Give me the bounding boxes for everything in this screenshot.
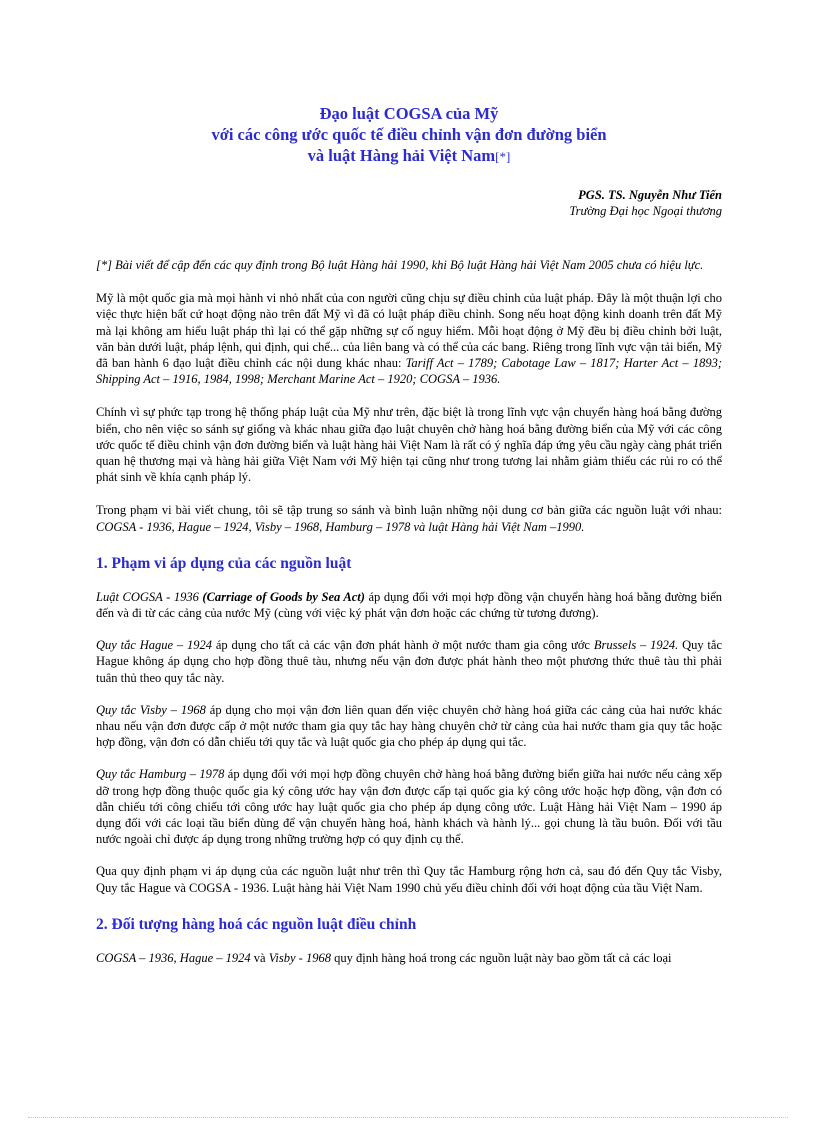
- intro-p1-text: Mỹ là một quốc gia mà mọi hành vi nhỏ nhất của con người cũng chịu sự điều chỉnh của luật pháp. Đây là một thuận lợi cho việc thực hiện bất cứ hoạt động nào trên đất Mỹ vì đã có luật pháp điều chỉnh. Song nếu hoạt động kinh doanh trên đất Mỹ mà lại không am hiểu luật pháp thì lại có thể gặp những sự cố nguy hiểm. Mỗi hoạt động ở Mỹ đều bị điều chỉnh bởi luật, văn bản dưới luật, pháp lệnh, qui định, qui chế... của liên bang và có thể của các bang. Riêng trong lĩnh vực vận tải biển, Mỹ đã ban hành 6 đạo luật điều chỉnh các nội dung khác nhau:: [96, 291, 722, 371]
- author-name: PGS. TS. Nguyễn Như Tiến: [578, 188, 722, 202]
- title-line-3-text: và luật Hàng hải Việt Nam: [307, 146, 496, 165]
- s1-p2-lead: Quy tắc Hague – 1924: [96, 638, 213, 653]
- author-block: [96, 187, 722, 219]
- s2-p1-text: quy định hàng hoá trong các nguồn luật này bao gồm tất cả các loại: [330, 950, 672, 965]
- section-1-paragraph-1: [96, 589, 722, 621]
- intro-paragraph-2: Chính vì sự phức tạp trong hệ thống pháp luật của Mỹ như trên, đặc biệt là trong lĩnh vực vận chuyển hàng hoá bằng đường biển, cho nên việc so sánh sự giống và khác nhau giữa đạo luật chuyên chở hàng hoá bằng đường biển của Mỹ với các công ước quốc tế điều chỉnh vận đơn đường biển và luật hàng hải Việt Nam là rất có ý nghĩa đáp ứng yêu cầu ngày càng phát triển quan hệ thương mại và hàng hải giữa Việt Nam với Mỹ hiện tại cũng như trong tương lai nhằm giảm thiểu các rủi ro có thể phát sinh về khía cạnh pháp lý.: [96, 405, 722, 485]
- section-2-paragraph-1: [96, 950, 722, 966]
- author-affiliation: Trường Đại học Ngoại thương: [569, 204, 722, 218]
- s1-p1-text: áp dụng đối với mọi hợp đồng vận chuyển hàng hoá bằng đường biển đến và đi từ các cảng của nước Mỹ (cùng với việc ký phát vận đơn hoặc các chứng từ tương đương).: [96, 589, 723, 621]
- section-2-heading: 2. Đối tượng hàng hoá các nguồn luật điều chỉnh: [96, 915, 417, 933]
- footnote-note: [*] Bài viết để cập đến các quy định trong Bộ luật Hàng hải 1990, khi Bộ luật Hàng hải Việt Nam 2005 chưa có hiệu lực.: [96, 258, 704, 272]
- s2-p1-and: và: [250, 950, 269, 965]
- s1-p4-lead: Quy tắc Hamburg – 1978: [96, 767, 225, 782]
- intro-paragraph-1: [96, 290, 722, 387]
- s1-p3-lead: Quy tắc Visby – 1968: [96, 702, 206, 717]
- intro-p3-list: COGSA - 1936, Hague – 1924, Visby – 1968, Hamburg – 1978 và luật Hàng hải Việt Nam –1990.: [96, 519, 585, 534]
- s1-p2-ital: Brussels – 1924.: [593, 638, 679, 653]
- section-1-paragraph-3: [96, 702, 722, 751]
- s1-p2-text: áp dụng cho tất cả các vận đơn phát hành ở một nước tham gia công ước: [212, 638, 594, 653]
- section-1-paragraph-5: Qua quy định phạm vi áp dụng của các nguồn luật như trên thì Quy tắc Hamburg rộng hơn cả, sau đó đến Quy tắc Visby, Quy tắc Hague và COGSA - 1936. Luật hàng hải Việt Nam 1990 chủ yếu điều chỉnh đối với hoạt động của tầu Việt Nam.: [96, 864, 722, 895]
- s1-p1-lead: Luật COGSA - 1936: [96, 589, 203, 604]
- page-break-divider: [28, 1117, 788, 1118]
- title-line-1: Đạo luật COGSA của Mỹ: [319, 104, 499, 123]
- footnote-ref-link[interactable]: [*]: [495, 149, 511, 164]
- section-1-paragraph-4: [96, 766, 722, 847]
- section-1-paragraph-2: [96, 637, 722, 686]
- s1-p4-text: áp dụng đối với mọi hợp đồng chuyên chở hàng hoá bằng đường biển giữa hai nước nếu cảng xếp dỡ trong hợp đồng thuộc quốc gia ký công ước hay vận đơn được cấp tại quốc gia ký công ước hoặc hợp đồng, vận đơn có dẫn chiếu tới công chiếu tới công ước hay luật quốc gia cho phép áp dụng công ước. Luật Hàng hải Việt Nam – 1990 áp dụng đối với các loại tầu biển dùng để vận chuyển hàng hoá, hành khách và hành lý... gọi chung là tầu buôn. Đối với tầu nước ngoài chỉ được áp dụng trong những trường hợp có quy định cụ thể.: [96, 767, 722, 847]
- s1-p3-text: áp dụng cho mọi vận đơn liên quan đến việc chuyên chở hàng hoá giữa các cảng của hai nước khác nhau nếu vận đơn được cấp ở một nước tham gia quy tắc hay hàng chuyên chở từ cảng của hai nước tham gia quy tắc hoặc hợp đồng, vận đơn có dẫn chiếu tới quy tắc và luật quốc gia cho phép áp dụng qui tắc.: [96, 702, 722, 750]
- title-line-2: với các công ước quốc tế điều chỉnh vận đơn đường biển: [211, 125, 607, 144]
- intro-p1-acts: Tariff Act – 1789; Cabotage Law – 1817; Harter Act – 1893; Shipping Act – 1916, 1984, 1998; Merchant Marine Act – 1920; COGSA – 1936.: [96, 356, 722, 387]
- document-page: [96, 0, 722, 966]
- s2-p1-lead2: Visby - 1968: [268, 950, 331, 965]
- intro-p3-text: Trong phạm vi bài viết chung, tôi sẽ tập trung so sánh và bình luận những nội dung cơ bản giữa các nguồn luật với nhau:: [96, 503, 722, 518]
- s2-p1-lead: COGSA – 1936, Hague – 1924: [96, 950, 251, 965]
- section-1-heading: 1. Phạm vi áp dụng của các nguồn luật: [96, 554, 352, 572]
- s1-p2-text2: Quy tắc Hague không áp dụng cho hợp đồng thuê tàu, nhưng nếu vận đơn được phát hành theo một phương thức thuê tàu thì phải tuân thủ theo quy tắc này.: [96, 638, 722, 685]
- title-line-3: [96, 145, 722, 167]
- article-title: [96, 103, 722, 167]
- s1-p1-lead-bold: (Carriage of Goods by Sea Act): [202, 589, 365, 604]
- intro-paragraph-3: [96, 502, 722, 534]
